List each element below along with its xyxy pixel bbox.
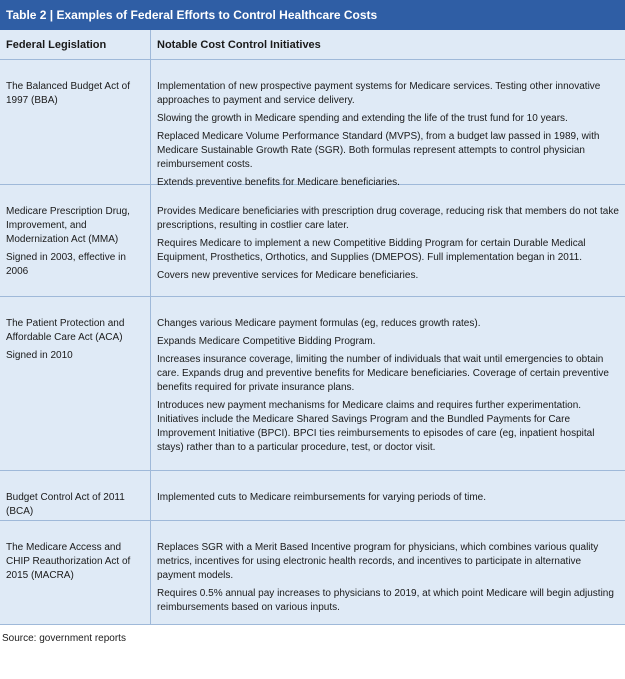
legislation-text: Signed in 2010: [6, 350, 73, 361]
initiative-text: Requires 0.5% annual pay increases to physicians to 2019, at which point Medicare will begin adjusting reimbursements based on various inputs.: [157, 588, 614, 613]
legislation-cell: [0, 471, 150, 520]
legislation-cell: [0, 521, 150, 624]
initiatives-cell: [150, 185, 625, 296]
table-row: [0, 471, 625, 521]
initiative-text: Implemented cuts to Medicare reimbursements for varying periods of time.: [157, 492, 487, 503]
table-row: [0, 185, 625, 297]
initiative-text: Provides Medicare beneficiaries with prescription drug coverage, reducing risk that members do not take prescriptions, resulting in costlier care later.: [157, 206, 619, 231]
initiative-text: Introduces new payment mechanisms for Medicare claims and requires further experimentation. Initiatives include the Medicare Shared Savings Program and the Bundled Payments for Care Improvement Initiative (BPCI). BPCI ties reimbursements to episodes of care (eg, inpatient hospital stays) rather than to a particular procedure, test, or doctor visit.: [157, 400, 595, 453]
initiative-text: Replaced Medicare Volume Performance Standard (MVPS), from a budget law passed in 1989, with Medicare Sustainable Growth Rate (SGR). Both formulas represent attempts to control physician reimbursement costs.: [157, 131, 600, 170]
legislation-text: Budget Control Act of 2011 (BCA): [6, 492, 125, 517]
initiative-text: Slowing the growth in Medicare spending and extending the life of the trust fund for 10 years.: [157, 113, 568, 124]
legislation-text: The Balanced Budget Act of 1997 (BBA): [6, 81, 130, 106]
initiatives-cell: [150, 297, 625, 470]
table-title: Table 2 | Examples of Federal Efforts to Control Healthcare Costs: [0, 0, 625, 30]
initiative-text: Replaces SGR with a Merit Based Incentive program for physicians, which combines various quality metrics, incentives for using electronic health records, and incentives to participate in alternative payment models.: [157, 542, 599, 581]
legislation-text: Medicare Prescription Drug, Improvement, and Modernization Act (MMA): [6, 206, 130, 245]
header-federal-legislation: Federal Legislation: [6, 38, 107, 51]
legislation-cell: [0, 297, 150, 470]
header-cost-control-initiatives: Notable Cost Control Initiatives: [150, 30, 625, 59]
legislation-cell: [0, 185, 150, 296]
initiatives-cell: [150, 521, 625, 624]
initiative-text: Covers new preventive services for Medicare beneficiaries.: [157, 270, 419, 281]
initiative-text: Changes various Medicare payment formulas (eg, reduces growth rates).: [157, 318, 481, 329]
source-note: Source: government reports: [2, 633, 126, 644]
initiative-text: Expands Medicare Competitive Bidding Program.: [157, 336, 376, 347]
legislation-text: Signed in 2003, effective in 2006: [6, 252, 126, 277]
initiatives-cell: [150, 60, 625, 188]
legislation-text: The Patient Protection and Affordable Care Act (ACA): [6, 318, 125, 343]
table-header: [0, 30, 625, 60]
table-body: [0, 60, 625, 625]
initiatives-cell: [150, 471, 625, 520]
legislation-table: [0, 30, 625, 625]
initiative-text: Requires Medicare to implement a new Competitive Bidding Program for certain Durable Medical Equipment, Prosthetics, Orthotics, and Supplies (DMEPOS). Full implementation began in 2011.: [157, 238, 586, 263]
legislation-cell: [0, 60, 150, 184]
initiative-text: Implementation of new prospective payment systems for Medicare services. Testing other innovative approaches to payment and service delivery.: [157, 81, 601, 106]
table-row: [0, 297, 625, 471]
legislation-text: The Medicare Access and CHIP Reauthorization Act of 2015 (MACRA): [6, 542, 131, 581]
table-row: [0, 521, 625, 625]
initiative-text: Extends preventive benefits for Medicare beneficiaries.: [157, 177, 400, 188]
initiative-text: Increases insurance coverage, limiting the number of individuals that wait until emergencies to obtain care. Expands drug and preventive benefits for Medicare beneficiaries. Coverage of certain preventive benefits required for private insurance plans.: [157, 354, 609, 393]
table-row: [0, 60, 625, 188]
